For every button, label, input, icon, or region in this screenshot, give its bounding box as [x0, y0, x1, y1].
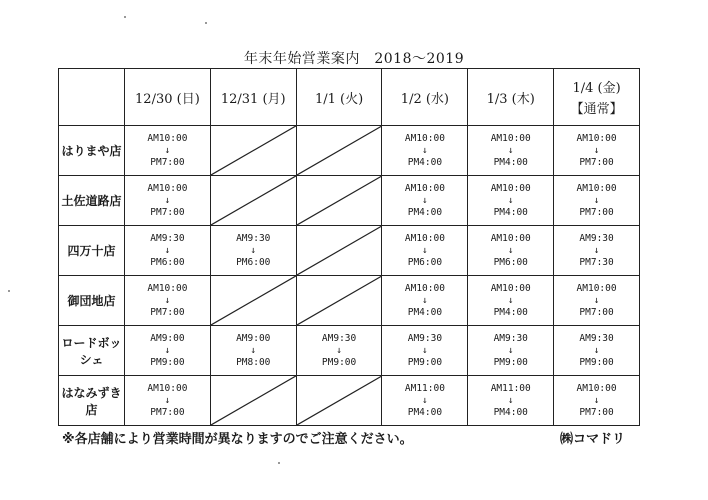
arrow-down-icon: ↓ — [336, 344, 342, 356]
open-time: AM10:00 — [576, 282, 617, 294]
arrow-down-icon: ↓ — [250, 244, 257, 256]
open-time: AM9:30 — [321, 332, 357, 344]
hours-cell — [468, 176, 554, 226]
closed-cell — [210, 126, 296, 176]
hours-cell — [468, 126, 554, 176]
hours-cell — [382, 376, 468, 426]
open-time: AM10:00 — [404, 132, 445, 144]
scan-speck — [205, 22, 207, 24]
open-time: AM11:00 — [404, 382, 445, 394]
arrow-down-icon: ↓ — [164, 194, 171, 206]
open-time: AM10:00 — [147, 132, 188, 144]
column-date: 1/3 (木) — [486, 91, 535, 107]
hours-cell — [468, 376, 554, 426]
closed-slash — [297, 276, 382, 325]
column-header — [296, 69, 382, 126]
open-time: AM9:00 — [236, 332, 271, 344]
hours-cell — [125, 376, 211, 426]
hours-cell — [468, 276, 554, 326]
open-time: AM10:00 — [490, 282, 531, 294]
arrow-down-icon: ↓ — [593, 144, 600, 156]
hours-cell — [125, 126, 211, 176]
open-time: AM10:00 — [147, 182, 188, 194]
close-time: PM6:00 — [150, 256, 185, 268]
hours-cell — [554, 226, 640, 276]
scan-speck — [8, 290, 10, 292]
column-subnote: 【通常】 — [570, 102, 623, 117]
open-time: AM9:30 — [493, 332, 528, 344]
closed-cell — [210, 276, 296, 326]
slash-line — [297, 276, 382, 325]
close-time: PM8:00 — [236, 356, 271, 368]
table-row — [59, 276, 640, 326]
open-time: AM9:30 — [407, 332, 443, 344]
slash-line — [297, 226, 382, 275]
store-name: はなみずき店 — [59, 376, 125, 426]
close-time: PM4:00 — [493, 156, 528, 168]
hours-cell — [210, 326, 296, 376]
close-time: PM7:00 — [150, 406, 185, 418]
arrow-down-icon: ↓ — [593, 244, 600, 256]
arrow-down-icon: ↓ — [507, 144, 514, 156]
closed-cell — [210, 376, 296, 426]
arrow-down-icon: ↓ — [507, 294, 514, 306]
hours-cell — [125, 276, 211, 326]
arrow-down-icon: ↓ — [164, 244, 171, 256]
open-time: AM10:00 — [404, 182, 445, 194]
close-time: PM9:00 — [493, 356, 528, 368]
hours-cell — [468, 326, 554, 376]
column-date: 1/1 (火) — [314, 91, 364, 107]
close-time: PM4:00 — [493, 306, 528, 318]
close-time: PM7:00 — [579, 306, 614, 318]
arrow-down-icon: ↓ — [507, 244, 514, 256]
close-time: PM7:00 — [150, 206, 185, 218]
open-time: AM9:30 — [236, 232, 271, 244]
open-time: AM10:00 — [490, 132, 531, 144]
column-header — [554, 69, 640, 126]
close-time: PM9:00 — [150, 356, 185, 368]
arrow-down-icon: ↓ — [593, 194, 600, 206]
hours-cell — [468, 226, 554, 276]
schedule-table — [58, 68, 640, 426]
table-row — [59, 326, 640, 376]
hours-cell — [382, 126, 468, 176]
hours-cell — [554, 176, 640, 226]
footer-note: ※各店舗により営業時間が異なりますのでご注意ください。 — [62, 432, 413, 447]
hours-cell — [554, 126, 640, 176]
closed-slash — [297, 226, 382, 275]
close-time: PM9:00 — [321, 356, 357, 368]
hours-cell — [554, 376, 640, 426]
hours-cell — [125, 176, 211, 226]
store-name: 四万十店 — [59, 226, 125, 276]
close-time: PM6:00 — [493, 256, 528, 268]
closed-slash — [211, 376, 296, 425]
table-row — [59, 176, 640, 226]
arrow-down-icon: ↓ — [593, 394, 600, 406]
column-date: 1/4 (金) — [572, 81, 621, 96]
open-time: AM11:00 — [490, 382, 531, 394]
closed-slash — [211, 176, 296, 225]
close-time: PM9:00 — [579, 356, 614, 368]
closed-cell — [296, 176, 382, 226]
open-time: AM9:00 — [150, 332, 185, 344]
close-time: PM7:00 — [579, 206, 614, 218]
close-time: PM4:00 — [493, 406, 528, 418]
close-time: PM7:00 — [150, 156, 185, 168]
closed-cell — [296, 376, 382, 426]
open-time: AM10:00 — [404, 282, 445, 294]
arrow-down-icon: ↓ — [422, 294, 428, 306]
open-time: AM9:30 — [150, 232, 185, 244]
slash-line — [297, 376, 382, 425]
arrow-down-icon: ↓ — [422, 344, 428, 356]
store-name: ロードボッシェ — [59, 326, 125, 376]
arrow-down-icon: ↓ — [164, 144, 171, 156]
close-time: PM4:00 — [407, 156, 443, 168]
closed-slash — [297, 176, 382, 225]
arrow-down-icon: ↓ — [507, 394, 514, 406]
hours-cell — [125, 226, 211, 276]
corner-cell — [59, 69, 125, 126]
arrow-down-icon: ↓ — [507, 194, 514, 206]
scan-speck — [124, 16, 126, 18]
close-time: PM4:00 — [493, 206, 528, 218]
arrow-down-icon: ↓ — [422, 394, 428, 406]
close-time: PM7:00 — [150, 306, 185, 318]
hours-cell — [296, 326, 382, 376]
open-time: AM10:00 — [490, 182, 531, 194]
open-time: AM9:30 — [579, 232, 614, 244]
page-title: 年末年始営業案内 2018～2019 — [243, 51, 465, 67]
table-row — [59, 376, 640, 426]
open-time: AM9:30 — [579, 332, 614, 344]
close-time: PM7:00 — [579, 406, 614, 418]
closed-slash — [211, 276, 296, 325]
closed-cell — [296, 226, 382, 276]
open-time: AM10:00 — [576, 382, 617, 394]
arrow-down-icon: ↓ — [422, 194, 428, 206]
open-time: AM10:00 — [576, 182, 617, 194]
slash-line — [211, 276, 296, 325]
store-name: はりまや店 — [59, 126, 125, 176]
open-time: AM10:00 — [404, 232, 445, 244]
arrow-down-icon: ↓ — [164, 294, 171, 306]
closed-slash — [297, 376, 382, 425]
slash-line — [211, 176, 296, 225]
hours-cell — [382, 226, 468, 276]
open-time: AM10:00 — [147, 282, 188, 294]
close-time: PM9:00 — [407, 356, 443, 368]
column-header — [468, 69, 554, 126]
close-time: PM7:30 — [579, 256, 614, 268]
slash-line — [211, 126, 296, 175]
slash-line — [211, 376, 296, 425]
close-time: PM6:00 — [407, 256, 443, 268]
closed-slash — [211, 126, 296, 175]
hours-cell — [125, 326, 211, 376]
hours-cell — [382, 326, 468, 376]
hours-cell — [210, 226, 296, 276]
store-name: 土佐道路店 — [59, 176, 125, 226]
arrow-down-icon: ↓ — [250, 344, 257, 356]
open-time: AM10:00 — [576, 132, 617, 144]
store-name: 御団地店 — [59, 276, 125, 326]
arrow-down-icon: ↓ — [422, 244, 428, 256]
column-header — [125, 69, 211, 126]
table-row — [59, 126, 640, 176]
close-time: PM4:00 — [407, 306, 443, 318]
slash-line — [297, 176, 382, 225]
open-time: AM10:00 — [147, 382, 188, 394]
open-time: AM10:00 — [490, 232, 531, 244]
arrow-down-icon: ↓ — [422, 144, 428, 156]
hours-cell — [554, 326, 640, 376]
closed-cell — [296, 276, 382, 326]
hours-cell — [382, 176, 468, 226]
closed-cell — [210, 176, 296, 226]
scan-speck — [278, 462, 280, 464]
arrow-down-icon: ↓ — [507, 344, 514, 356]
closed-cell — [296, 126, 382, 176]
close-time: PM6:00 — [236, 256, 271, 268]
hours-cell — [554, 276, 640, 326]
close-time: PM4:00 — [407, 206, 443, 218]
column-header — [382, 69, 468, 126]
hours-cell — [382, 276, 468, 326]
column-date: 12/31 (月) — [220, 91, 286, 107]
arrow-down-icon: ↓ — [593, 344, 600, 356]
company-name: ㈱コマドリ — [560, 432, 626, 447]
header-row — [59, 69, 640, 126]
column-date: 12/30 (日) — [135, 91, 200, 107]
closed-slash — [297, 126, 382, 175]
arrow-down-icon: ↓ — [164, 344, 171, 356]
column-header — [210, 69, 296, 126]
close-time: PM7:00 — [579, 156, 614, 168]
column-date: 1/2 (水) — [400, 91, 449, 107]
slash-line — [297, 126, 382, 175]
arrow-down-icon: ↓ — [593, 294, 600, 306]
close-time: PM4:00 — [407, 406, 443, 418]
arrow-down-icon: ↓ — [164, 394, 171, 406]
table-row — [59, 226, 640, 276]
